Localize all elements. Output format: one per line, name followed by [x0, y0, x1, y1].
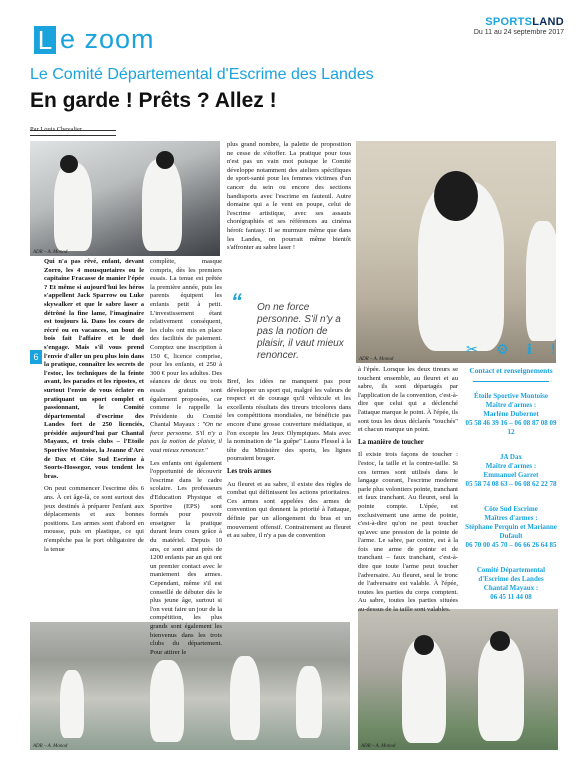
info-icon: ℹ — [526, 342, 533, 358]
club-name: Côte Sud Escrime — [484, 505, 538, 513]
club-contact — [465, 453, 557, 489]
scissors-icon: ✂ — [466, 342, 478, 358]
article-paragraph: à l'épée. Lorsque les deux tireurs se touchent ensemble, au fleuret et au sabre, ils sont départagés par l'application de la convention, c'est-à-dire que celui qui a déclenché l'attaque marque le point. À l'épée, ils sont tous les deux déclarés "touchés" et chacun marque un point. — [358, 366, 458, 434]
magazine-brand — [474, 16, 564, 36]
club-role: Chantal Mayaux : — [483, 584, 539, 592]
fencing-mask — [490, 631, 510, 651]
section-logo-text: e zoom — [60, 24, 155, 54]
club-phone: 05 58 74 08 63 – 06 08 62 22 78 — [465, 480, 557, 488]
club-phone: 06 45 11 44 08 — [490, 593, 532, 601]
article-byline: Par Louis Chevalier — [30, 126, 82, 133]
exclamation-icon: ! — [550, 342, 556, 358]
club-name: Étoile Sportive Montoise — [474, 392, 548, 400]
article-paragraph — [150, 258, 222, 456]
fencing-mask — [156, 151, 174, 169]
fencing-photo-2 — [356, 141, 556, 363]
quote-mark-icon: “ — [231, 289, 242, 314]
sidebar-heading: Contact et renseignements — [469, 366, 553, 375]
fencer-figure — [54, 163, 92, 251]
article-paragraph: Au fleuret et au sabre, il existe des règles de combat qui définissent les actions prioritaires. Ces armes sont appelées des armes de convention qui donnent la priorité à l'attaque, définie par un allongement du bras et un mouvement offensif. Contrairement au fleuret et au sabre, il n'y a pas de convention — [227, 480, 351, 540]
club-name: JA Dax — [500, 453, 522, 461]
sidebar-divider — [473, 381, 549, 382]
sport-icon: ⚙ — [495, 342, 509, 358]
brand-land: LAND — [532, 16, 564, 28]
fencing-mask — [434, 171, 478, 221]
club-phone: 05 58 46 39 16 – 06 08 87 08 09 12 — [465, 419, 557, 436]
byline-divider-bottom — [30, 135, 116, 136]
photo-credit: ADR – A. Monod — [33, 744, 68, 749]
club-role: Maîtres d'armes : — [484, 514, 538, 522]
club-role: Maître d'armes : — [485, 401, 537, 409]
contact-sidebar — [465, 366, 557, 618]
article-column-3 — [227, 141, 351, 257]
article-paragraph: Il existe trois façons de toucher : l'estoc, la taille et la contre-taille. Si ces termes sont utilisés dans le langage courant, l'escrime moderne parle plus volontiers pointe, tranchant et faux tranchant. Au fleuret, seul la pointe compte. L'épée, est exclusivement une arme de pointe, c'est-à-dire qu'on ne peut toucher qu'avec une pression de la pointe de l'arme. Le sabre, par contre, est à la fois une arme de pointe et de tranchant – faux tranchant, c'est-à-dire que toute l'arme peut toucher l'adversaire. Au fleuret, seul le tronc de l'adversaire est valable. À l'épée, toutes les parties du corps comptent. Au sabre, toutes les parties situées au-dessus de la taille sont valables. — [358, 451, 458, 614]
inline-quote: "On ne force personne. S'il n'y a pas la notion de plaisir, il vaut mieux renoncer." — [150, 421, 222, 455]
fencing-photo-1 — [30, 141, 220, 256]
article-text: complète, masque compris, dès les premiers essais. La tenue est prêtée la première année, puis les parents équipent les enfants petit à petit. L'investissement étant relativement conséquent, les clubs ont mis en place des facilités de paiement. Comptez une inscription à 150 €, licence comprise, pour les enfants, et 250 à 300 € pour les adultes. Des séances de deux ou trois essais gratuits sont également proposées, car comme le rappelle la Présidente du Comité Chantal Mayaux : — [150, 258, 222, 429]
club-contact — [465, 392, 557, 437]
sidebar-icons — [466, 340, 556, 360]
article-column-3-continued — [227, 378, 351, 545]
fencer-figure — [142, 159, 182, 251]
brand-sports: SPORTS — [485, 16, 533, 28]
article-column-4 — [358, 366, 458, 619]
article-column-1 — [44, 258, 144, 558]
article-column-2 — [150, 258, 222, 661]
fencer-figure — [478, 637, 524, 741]
club-role: Maître d'armes : — [485, 462, 537, 470]
brand-name — [474, 16, 564, 28]
fencing-mask — [60, 155, 78, 173]
fencing-mask — [414, 635, 434, 655]
club-name: Comité Départemental d'Escrime des Landes — [476, 566, 546, 583]
club-person: Emmanuel Garret — [483, 471, 539, 479]
club-person: Marlène Dubernet — [483, 410, 539, 418]
pull-quote — [231, 289, 351, 362]
fencer-figure — [526, 221, 556, 341]
article-paragraph: plus grand nombre, la palette de proposition ne cesse de s'étoffer. La pratique pour tous n'est pas un vain mot puisque le Comité développe notamment des ateliers spécifiques de sport-santé pour les femmes victimes d'un cancer du sein ou encore des sections handisports avec l'escrime en fauteuil. Autre domaine qui a le vent en poupe, celui de l'escrime artistique, avec ses assauts chorégraphiés et ses références au cinéma héroïc fantasy. Il se murmure même que dans les Landes, on pourrait même bientôt s'affronter au sabre laser ! — [227, 141, 351, 252]
fencing-photo-4 — [358, 609, 558, 750]
club-contact — [465, 505, 557, 550]
photo-credit: ADR – A. Monod — [361, 744, 396, 749]
page-number: 6 — [30, 350, 42, 364]
article-lead: Qui n'a pas rêvé, enfant, devant Zorro, les 4 mousquetaires ou le capitaine Fracasse de manier l'épée ? Et même si aujourd'hui les héros s'appellent Jack Sparrow ou Luke skywalker et que le sabre laser a détrôné la fine lame, l'imaginaire est toujours là. Dans les cours de récré ou en vacances, un bout de bois fait l'affaire et le duel s'engage. Mais s'il vous prend l'envie d'aller un peu plus loin dans la pratique, connaître les secrets de l'estoc, les techniques de la feinte avant, les parades et les ripostes, et surtout l'envie de vous éclater en pratiquant un sport complet et passionnant, le Comité départemental d'escrime des Landes fort de 250 licenciés, présidée aujourd'hui par Chantal Mayaux, et trois clubs – l'Etoile Sportive Montoise, la Jeanne d'Arc de Dax et Côte Sud Escrime à Soorts-Hossegor, vous tendent les bras. — [44, 258, 144, 480]
fencer-figure — [150, 660, 184, 742]
issue-date: Du 11 au 24 septembre 2017 — [473, 29, 564, 36]
club-person: Stéphane Perquin et Marianne Dufault — [465, 523, 557, 540]
section-logo-letter: L — [34, 26, 56, 54]
article-headline: En garde ! Prêts ? Allez ! — [30, 89, 277, 112]
article-kicker: Le Comité Départemental d'Escrime des Landes — [30, 66, 374, 83]
club-contact — [465, 566, 557, 602]
photo-credit: ADR – A. Monod — [359, 357, 394, 362]
fencer-figure — [60, 670, 84, 738]
article-paragraph: Les enfants ont également l'opportunité de découvrir l'escrime dans le cadre scolaire. Les professeurs d'Education Physique et Sportive (EPS) sont formés pour pouvoir enseigner la pratique durant leurs cours grâce à du matériel. Depuis 10 ans, ce sont ainsi près de 1200 enfants par an qui ont un premier contact avec le maniement des armes. Cependant, même s'il est conseillé de débuter dès le plus jeune âge, surtout si l'on veut faire un jour de la compétition, les plus grands sont également les bienvenus dans les trois clubs du département. Pour attirer le — [150, 459, 222, 656]
club-phone: 06 70 00 45 70 – 06 66 26 64 85 — [465, 541, 557, 549]
fencer-figure — [230, 656, 260, 740]
pull-quote-text: On ne force personne. S'il n'y a pas la notion de plaisir, il vaut mieux renoncer. — [257, 302, 344, 361]
photo-credit: ADR – A. Monod — [33, 250, 68, 255]
article-paragraph: Bref, les idées ne manquent pas pour développer un sport qui, malgré les valeurs de respect et de courage qu'il véhicule et les excellents résultats des tireurs tricolores dans les compétitions mondiales, ne bénéficie pas encore d'une grosse couverture médiatique, si l'on excepte les Jeux Olympiques. Mais avec la nomination de "la guêpe" Laura Flessel à la tête du Ministère des sports, les lignes pourraient bouger. — [227, 378, 351, 463]
subheading: La manière de toucher — [358, 438, 424, 446]
subheading: Les trois armes — [227, 467, 272, 475]
article-paragraph: On peut commencer l'escrime dès 6 ans. À cet âge-là, ce sont surtout des jeux destinés à préparer l'enfant aux déplacements et aux bonnes positions. Les armes sont d'abord en mousse, puis en plastique, ce qui n'empêche pas le port obligatoire de la tenue — [44, 485, 144, 553]
fencer-figure — [296, 666, 322, 738]
